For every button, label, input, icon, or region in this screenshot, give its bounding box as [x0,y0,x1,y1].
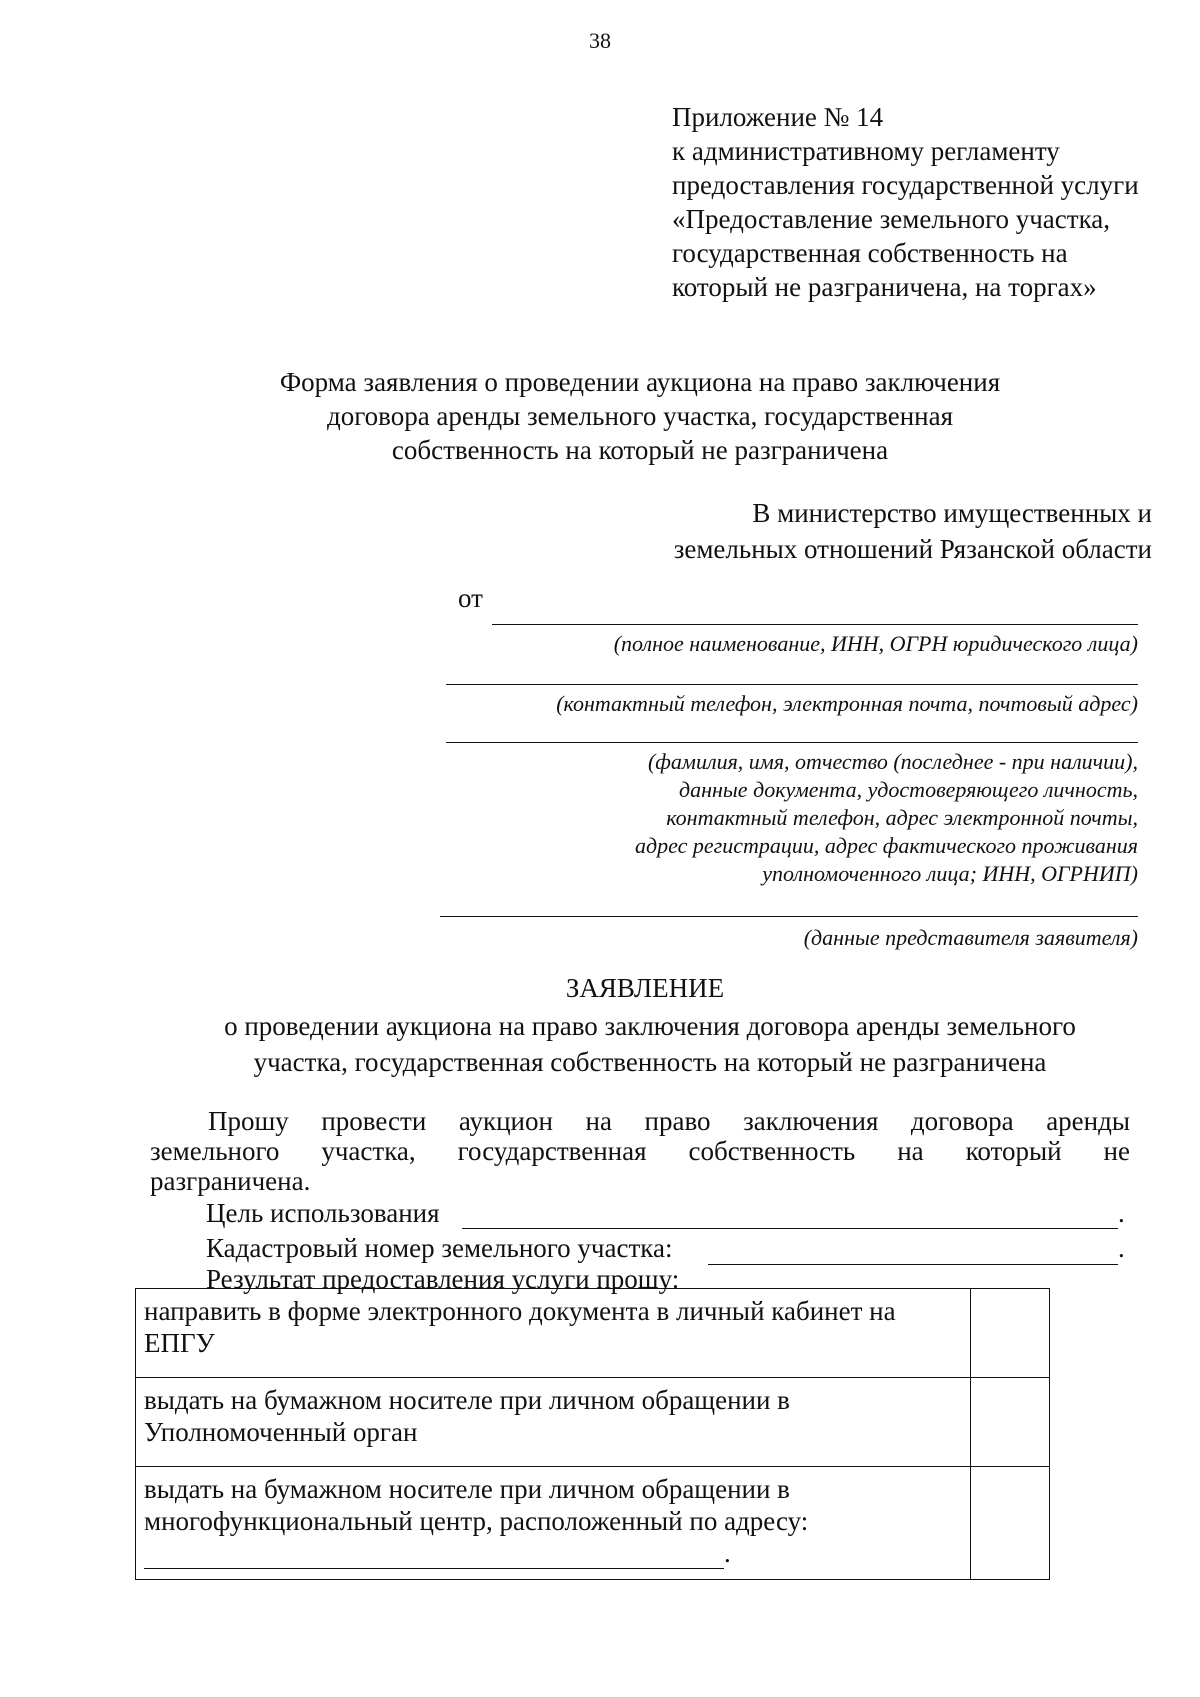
table-row [136,1378,1050,1467]
option-epgu-checkbox[interactable] [971,1289,1050,1378]
statement-subtitle [150,1008,1150,1080]
option-mfc-address-row [144,1537,962,1569]
recipient-block [674,495,1152,567]
form-title [200,365,1080,467]
option-authority-checkbox[interactable] [971,1378,1050,1467]
form-title-line: Форма заявления о проведении аукциона на право заключения [279,367,1001,397]
appendix-line: «Предоставление земельного участка, [672,204,1111,234]
legal-entity-hint: (полное наименование, ИНН, ОГРН юридического лица) [613,631,1138,656]
option-mfc-text: выдать на бумажном носителе при личном обращении в многофункциональный центр, расположенный по адресу: [144,1474,809,1536]
representative-hint: (данные представителя заявителя) [803,925,1138,950]
form-title-line: собственность на который не разграничена [391,435,889,465]
page-number: 38 [589,28,611,53]
option-mfc [136,1467,971,1580]
appendix-line: к административному регламенту [672,136,1060,166]
option-mfc-checkbox[interactable] [971,1467,1050,1580]
appendix-line: который не разграничена, на торгах» [672,272,1097,302]
recipient-line: В министерство имущественных и [752,498,1152,528]
appendix-line: предоставления государственной услуги [672,170,1139,200]
result-label: Результат предоставления услуги прошу: [206,1264,680,1294]
person-hint-line: данные документа, удостоверяющего личность, [678,777,1138,802]
cadastral-field[interactable] [708,1264,1118,1265]
legal-entity-field[interactable] [492,624,1138,625]
cadastral-end: . [1118,1233,1125,1263]
contacts-hint: (контактный телефон, электронная почта, почтовый адрес) [556,691,1138,716]
purpose-field[interactable] [462,1228,1118,1229]
contacts-field[interactable] [446,684,1138,685]
table-row [136,1467,1050,1580]
recipient-line: земельных отношений Рязанской области [673,534,1152,564]
person-hint-line: уполномоченного лица; ИНН, ОГРНИП) [762,861,1138,886]
statement-title: ЗАЯВЛЕНИЕ [565,973,725,1003]
mfc-address-end: . [724,1538,731,1568]
request-line: разграничена. [150,1166,311,1196]
delivery-options-table [135,1288,1050,1580]
statement-subtitle-line: участка, государственная собственность на который не разграничена [253,1047,1047,1077]
purpose-label: Цель использования [206,1198,440,1228]
representative-field[interactable] [440,916,1138,917]
appendix-line: государственная собственность на [672,238,1068,268]
option-epgu: направить в форме электронного документа в личный кабинет на ЕПГУ [136,1289,971,1378]
person-hint-line: адрес регистрации, адрес фактического проживания [635,833,1138,858]
request-line: Прошу провести аукцион на право заключения договора аренды [208,1106,1130,1136]
from-label: от [458,583,483,613]
person-hint [635,748,1138,888]
cadastral-label: Кадастровый номер земельного участка: [206,1233,673,1263]
statement-subtitle-line: о проведении аукциона на право заключения договора аренды земельного [224,1011,1076,1041]
person-hint-line: контактный телефон, адрес электронной почты, [666,805,1138,830]
table-row [136,1289,1050,1378]
option-authority: выдать на бумажном носителе при личном обращении в Уполномоченный орган [136,1378,971,1467]
request-text [150,1106,1130,1196]
person-hint-line: (фамилия, имя, отчество (последнее - при наличии), [647,749,1138,774]
person-field[interactable] [446,742,1138,743]
appendix-header [672,100,1139,304]
appendix-line: Приложение № 14 [672,102,884,132]
purpose-end: . [1118,1198,1125,1228]
form-title-line: договора аренды земельного участка, государственная [326,401,953,431]
mfc-address-field[interactable] [144,1546,724,1569]
request-line: земельного участка, государственная собственность на который не [150,1136,1130,1166]
